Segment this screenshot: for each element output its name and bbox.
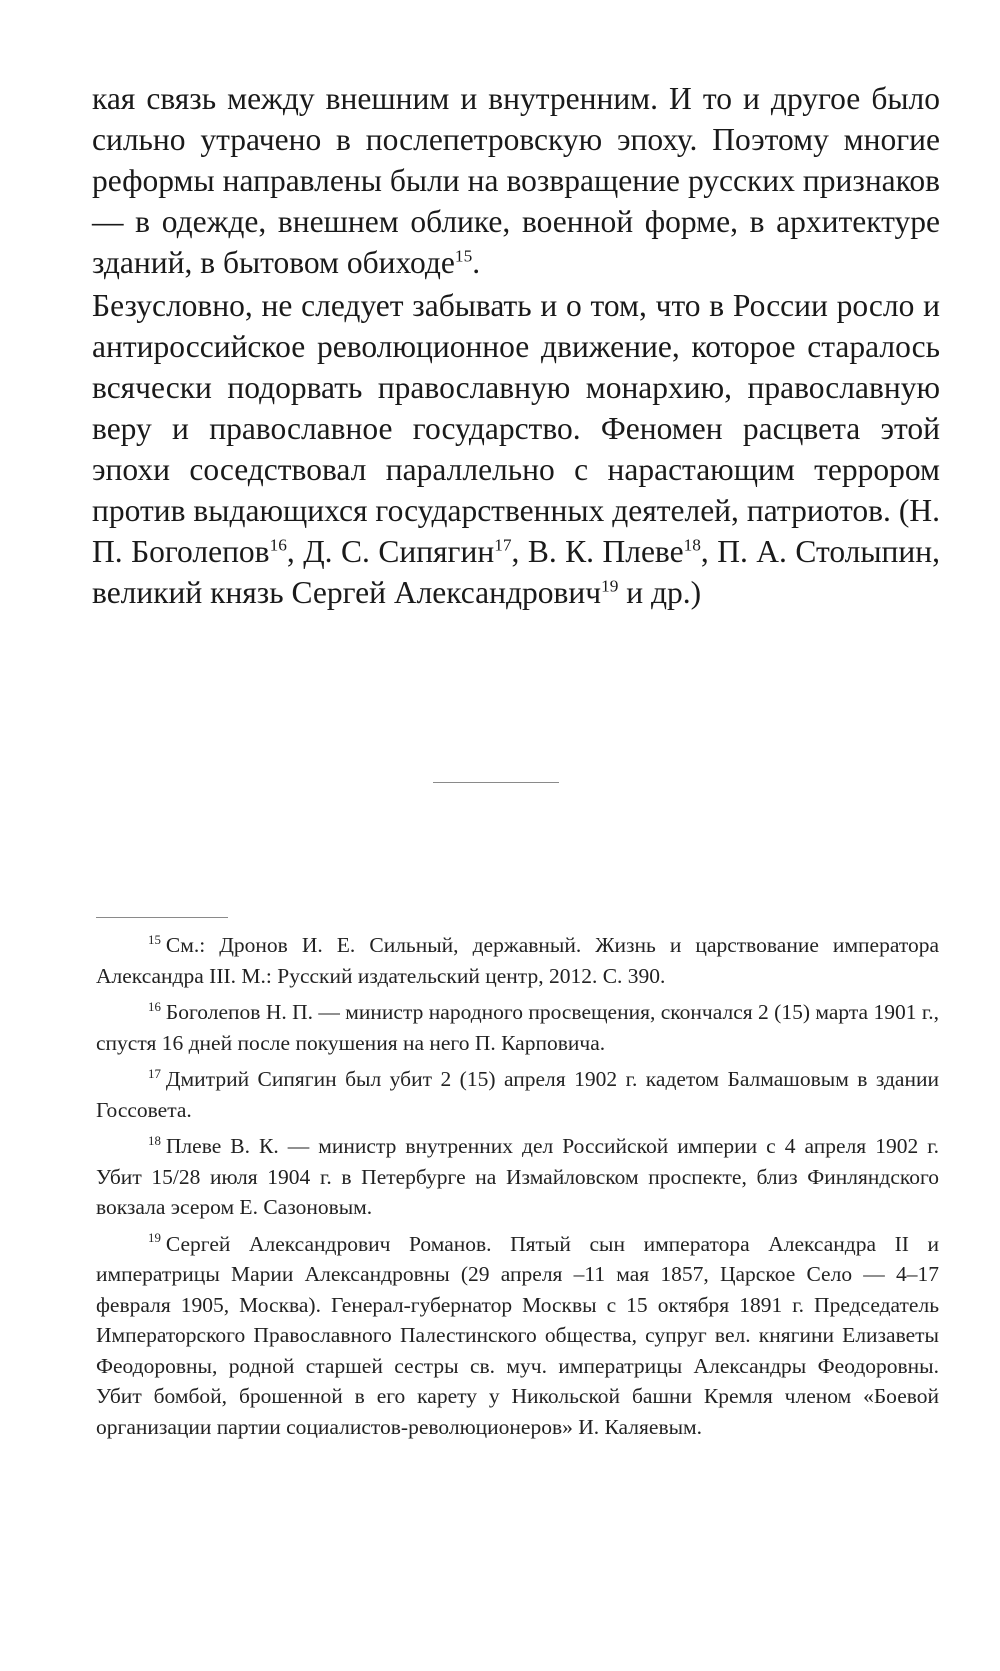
paragraph-text: Безусловно, не следует забывать и о том, что в России росло и антироссийское революционное движение, которое старалось всячески подорвать православную монархию, православную веру и православное государство. Феномен расцвета этой эпохи соседствовал параллельно с нарастающим террором против выдающихся государственных деятелей, патриотов. (Н. П. Боголепов — [92, 288, 940, 569]
footnote-divider — [96, 917, 228, 918]
footnote-number: 19 — [148, 1231, 161, 1246]
footnote-ref-18[interactable]: 18 — [683, 535, 701, 555]
section-divider — [433, 782, 559, 783]
footnote-ref-17[interactable]: 17 — [494, 535, 512, 555]
paragraph-text: . — [472, 245, 481, 280]
footnote-text: Боголепов Н. П. — министр народного просвещения, скончался 2 (15) марта 1901 г., спустя 16 дней после покушения на него П. Карповича. — [96, 1000, 939, 1055]
paragraph-text: кая связь между внешним и внутренним. И то и другое было сильно утрачено в послепетровскую эпоху. Поэтому многие реформы направлены были на возвращение русских признаков — в одежде, внешнем облике, военной форме, в архитектуре зданий, в бытовом обиходе — [92, 81, 940, 280]
footnote-17 — [96, 1064, 939, 1125]
footnote-16 — [96, 997, 939, 1058]
footnote-number: 16 — [148, 999, 161, 1014]
footnote-text: Плеве В. К. — министр внутренних дел Российской империи с 4 апреля 1902 г. Убит 15/28 июля 1904 г. в Петербурге на Измайловском проспекте, близ Финляндского вокзала эсером Е. Сазоновым. — [96, 1134, 939, 1219]
paragraph-text: , В. К. Плеве — [511, 534, 684, 569]
footnote-number: 18 — [148, 1133, 161, 1148]
footnote-ref-16[interactable]: 16 — [269, 535, 287, 555]
footnote-number: 17 — [148, 1066, 161, 1081]
footnote-ref-19[interactable]: 19 — [601, 576, 619, 596]
paragraph-2 — [92, 285, 940, 613]
footnotes — [96, 930, 939, 1448]
paragraph-text: и др.) — [618, 575, 702, 610]
paragraph-1 — [92, 78, 940, 283]
footnote-number: 15 — [148, 932, 161, 947]
footnote-ref-15[interactable]: 15 — [454, 246, 473, 266]
paragraph-text: , Д. С. Сипягин — [286, 534, 495, 569]
footnote-15 — [96, 930, 939, 991]
main-text — [92, 78, 940, 613]
footnote-text: Дмитрий Сипягин был убит 2 (15) апреля 1902 г. кадетом Балмашовым в здании Госсовета. — [96, 1067, 939, 1122]
footnote-19 — [96, 1229, 939, 1443]
footnote-text: Сергей Александрович Романов. Пятый сын императора Александра II и императрицы Марии Александровны (29 апреля –11 мая 1857, Царское Село — 4–17 февраля 1905, Москва). Генерал-губернатор Москвы с 15 октября 1891 г. Председатель Императорского Православного Палестинского общества, супруг вел. княгини Елизаветы Феодоровны, родной старшей сестры св. муч. императрицы Александры Феодоровны. Убит бомбой, брошенной в его карету у Никольской башни Кремля членом «Боевой организации партии социалистов-революционеров» И. Каляевым. — [96, 1231, 939, 1439]
paragraph-text: , П. А. Столыпин, великий князь Сергей Александрович — [92, 534, 940, 610]
footnote-18 — [96, 1131, 939, 1223]
footnote-text: См.: Дронов И. Е. Сильный, державный. Жизнь и царствование императора Александра III. М.: Русский издательский центр, 2012. С. 390. — [96, 933, 939, 988]
